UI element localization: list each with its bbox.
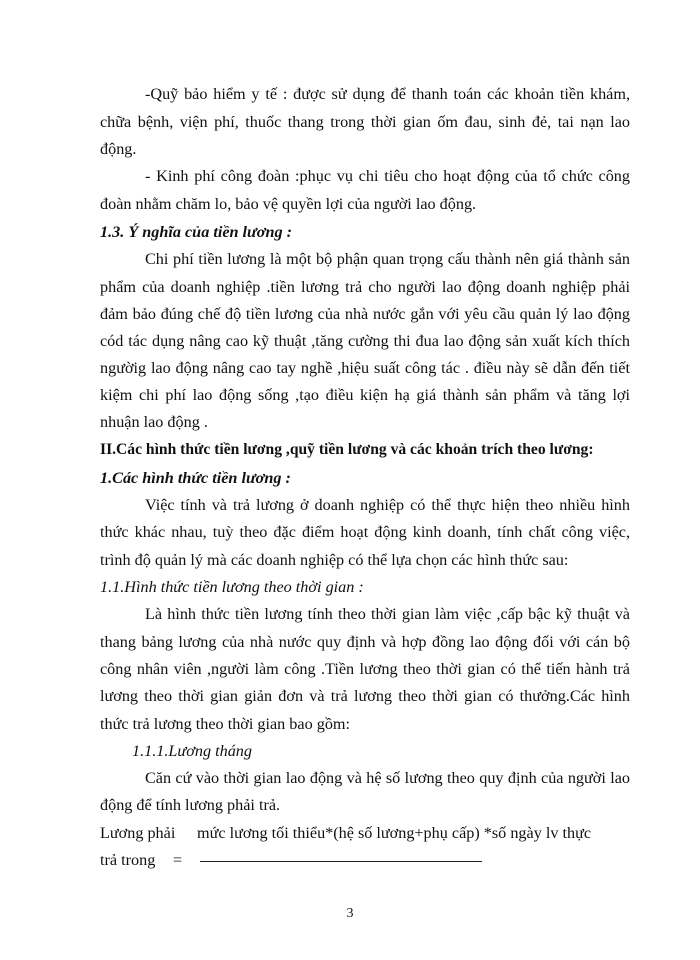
formula-label-top: Lương phải	[100, 824, 176, 842]
monthly-paragraph-line-1: Căn cứ vào thời gian lao động và hệ số lương theo quy định của người lao	[145, 769, 630, 787]
formula-fraction-line	[200, 861, 482, 862]
formula-numerator: mức lương tối thiểu*(hệ số lương+phụ cấp) *số ngày lv thực	[197, 824, 592, 842]
meaning-paragraph-line-7: nhuận lao động .	[100, 413, 208, 431]
forms-paragraph-line-3: trình độ quản lý mà các doanh nghiệp có thể lựa chọn các hình thức sau:	[100, 551, 569, 569]
section-heading-wage-forms-fund: II.Các hình thức tiền lương ,quỹ tiền lương và các khoản trích theo lương:	[100, 441, 594, 458]
meaning-paragraph-line-1: Chi phí tiền lương là một bộ phận quan trọng cấu thành nên giá thành sản	[145, 250, 630, 268]
formula-label-bottom: trả trong	[100, 851, 156, 869]
meaning-paragraph-line-6: kiệm chi phí lao động sống ,tạo điều kiện hạ giá thành sản phẩm và tăng lợi	[100, 386, 630, 404]
time-paragraph-line-1: Là hình thức tiền lương tính theo thời gian làm việc ,cấp bậc kỹ thuật và	[145, 605, 630, 623]
time-paragraph-line-2: thang bảng lương của nhà nước quy định và hợp đồng lao động đối với cán bộ	[100, 633, 630, 651]
time-paragraph-line-4: lương theo thời gian giản đơn và trả lương theo thời gian có thưởng.Các hình	[100, 687, 630, 705]
union-paragraph-line-1: - Kinh phí công đoàn :phục vụ chi tiêu cho hoạt động của tổ chức công	[145, 167, 630, 185]
time-paragraph-line-3: công nhân viên ,người làm công .Tiền lương theo thời gian có thể tiến hành trả	[100, 660, 630, 678]
meaning-paragraph-line-5: ngườig lao động nâng cao tay nghề ,hiệu suất công tác . điều này sẽ dẫn đến tiết	[100, 359, 630, 377]
union-paragraph-line-2: đoàn nhằm chăm lo, bảo vệ quyền lợi của người lao động.	[100, 195, 477, 213]
insurance-paragraph-line-2: chữa bệnh, viện phí, thuốc thang trong thời gian ốm đau, sinh đẻ, tai nạn lao	[100, 113, 630, 131]
subsection-heading-monthly-wage: 1.1.1.Lương tháng	[132, 742, 252, 760]
forms-paragraph-line-2: thức khác nhau, tuỳ theo đặc điểm hoạt động kinh doanh, tính chất công việc,	[100, 523, 630, 541]
meaning-paragraph-line-2: phẩm của doanh nghiệp .tiền lương trả cho người lao động doanh nghiệp phải	[100, 278, 630, 296]
subsection-heading-wage-forms: 1.Các hình thức tiền lương :	[100, 469, 291, 487]
subsection-heading-time-wage: 1.1.Hình thức tiền lương theo thời gian :	[100, 578, 364, 596]
formula-equals-sign: =	[173, 851, 183, 869]
forms-paragraph-line-1: Việc tính và trả lương ở doanh nghiệp có thể thực hiện theo nhiều hình	[145, 496, 630, 514]
page-number: 3	[346, 906, 354, 921]
section-heading-meaning: 1.3. Ý nghĩa của tiền lương :	[100, 223, 292, 241]
insurance-paragraph-line-1: -Quỹ bảo hiểm y tế : được sử dụng để thanh toán các khoản tiền khám,	[145, 85, 630, 103]
time-paragraph-line-5: thức trả lương theo thời gian bao gồm:	[100, 715, 351, 733]
monthly-paragraph-line-2: động để tính lương phải trả.	[100, 796, 281, 814]
meaning-paragraph-line-4: cód tác dụng nâng cao kỹ thuật ,tăng cường thi đua lao động sản xuất kích thích	[100, 332, 630, 350]
meaning-paragraph-line-3: đảm bảo đúng chế độ tiền lương của nhà nước gắn với yêu cầu quản lý lao động	[100, 305, 630, 323]
insurance-paragraph-line-3: động.	[100, 140, 137, 158]
